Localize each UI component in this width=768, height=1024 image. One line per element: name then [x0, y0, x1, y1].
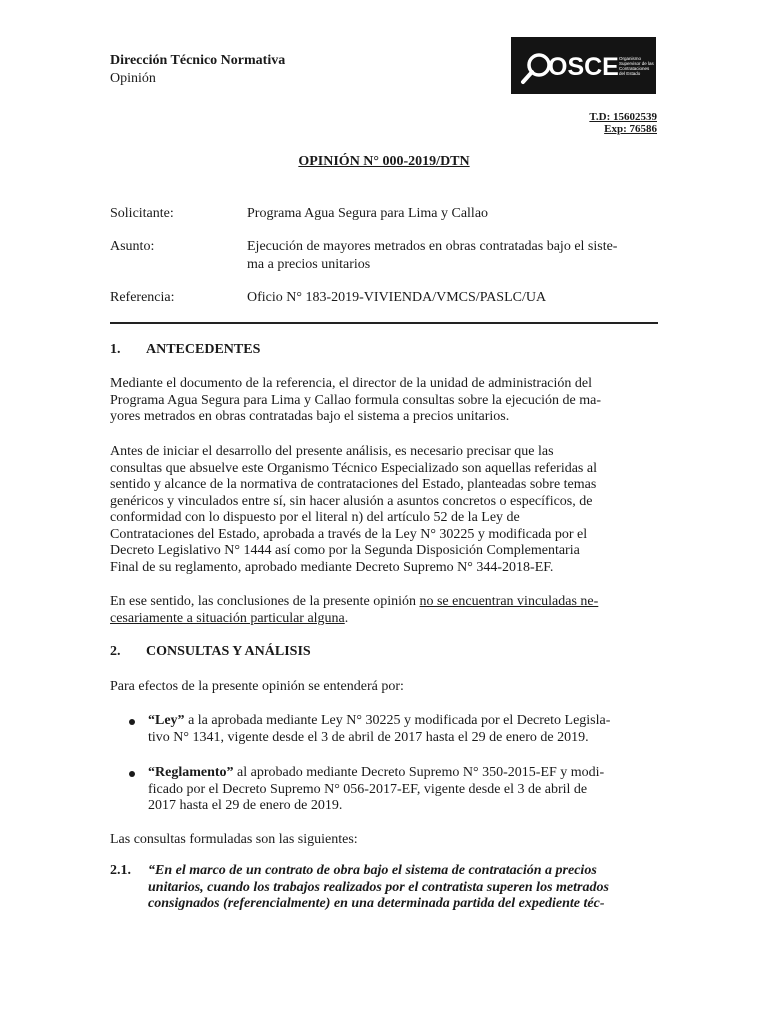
paragraph-line: Contrataciones del Estado, aprobada a través de la Ley N° 30225 y modificada por el — [110, 526, 588, 542]
paragraph — [110, 444, 658, 576]
department-name: Dirección Técnico Normativa — [110, 53, 286, 68]
asunto-line: ma a precios unitarios — [247, 257, 371, 272]
asunto-line: Ejecución de mayores metrados en obras contratadas bajo el siste- — [247, 239, 618, 254]
paragraph-line — [110, 594, 658, 611]
list-item-line — [148, 713, 658, 730]
paragraph-line: consultas que absuelve este Organismo Técnico Especializado son aquellas referidas al — [110, 460, 597, 476]
logo-wordmark: OSCE — [548, 53, 619, 81]
paragraph-line: Antes de iniciar el desarrollo del presente análisis, es necesario precisar que las — [110, 444, 554, 459]
list-item-text: al aprobado mediante Decreto Supremo N° 350-2015-EF y modi- — [233, 765, 605, 780]
section-title: ANTECEDENTES — [146, 342, 261, 357]
meta-referencia — [110, 289, 658, 307]
referencia-label: Referencia: — [110, 290, 175, 305]
meta-asunto — [110, 238, 658, 274]
logo-subtext-4: del Estado — [619, 71, 641, 76]
paragraph-line — [110, 611, 658, 628]
exp-number: Exp: 76586 — [604, 123, 657, 135]
question-line: consignados (referencialmente) en una determinada partida del expediente téc- — [148, 896, 605, 911]
underlined-text: cesariamente a situación particular alguna — [110, 610, 345, 626]
list-item — [148, 765, 658, 815]
paragraph-line: Para efectos de la presente opinión se entenderá por: — [110, 679, 404, 694]
bullet-icon — [129, 771, 135, 777]
list-item-line: 2017 hasta el 29 de enero de 2019. — [148, 798, 343, 813]
paragraph — [110, 594, 658, 627]
paragraph-line: Final de su reglamento, aprobado mediante Decreto Supremo N° 344-2018-EF. — [110, 559, 554, 575]
plain-text: En ese sentido, las conclusiones de la presente opinión — [110, 594, 420, 609]
section-heading — [110, 342, 260, 358]
asunto-value — [247, 238, 658, 274]
list-item — [148, 713, 658, 746]
plain-text: . — [344, 610, 349, 626]
logo-subtext-1: Organismo — [619, 56, 642, 61]
document-type: Opinión — [110, 71, 156, 86]
paragraph-line: conformidad con lo dispuesto por el literal n) del artículo 52 de la Ley de — [110, 510, 520, 525]
question-line: “En el marco de un contrato de obra bajo el sistema de contratación a precios — [148, 863, 597, 878]
td-number: T.D: 15602539 — [589, 111, 657, 123]
logo-subtext-3: Contrataciones — [619, 66, 650, 71]
bullet-icon — [129, 719, 135, 725]
list-item-line: tivo N° 1341, vigente desde el 3 de abril de 2017 hasta el 29 de enero de 2019. — [148, 729, 589, 745]
paragraph-line: Programa Agua Segura para Lima y Callao formula consultas sobre la ejecución de ma- — [110, 392, 601, 408]
reference-numbers — [589, 111, 657, 135]
header-divider — [110, 322, 658, 324]
list-item-line — [148, 765, 658, 782]
paragraph-line: Las consultas formuladas son las siguientes: — [110, 832, 358, 847]
question-number: 2.1. — [110, 863, 131, 878]
underlined-text: no se encuentran vinculadas ne- — [419, 594, 599, 609]
section-number: 2. — [110, 644, 121, 659]
referencia-value: Oficio N° 183-2019-VIVIENDA/VMCS/PASLC/UA — [247, 290, 547, 305]
question-line: unitarios, cuando los trabajos realizados por el contratista superen los metrados — [148, 879, 609, 895]
list-item-text: a la aprobada mediante Ley N° 30225 y modificada por el Decreto Legisla- — [184, 713, 611, 728]
paragraph-line: Decreto Legislativo N° 1444 así como por la Segunda Disposición Complementaria — [110, 543, 580, 558]
solicitante-value: Programa Agua Segura para Lima y Callao — [247, 206, 489, 221]
section-title: CONSULTAS Y ANÁLISIS — [146, 644, 311, 659]
osce-logo — [511, 37, 656, 94]
term-bold: “Ley” — [148, 713, 185, 728]
solicitante-label: Solicitante: — [110, 206, 174, 221]
paragraph-line: Mediante el documento de la referencia, el director de la unidad de administración del — [110, 376, 593, 391]
asunto-label: Asunto: — [110, 239, 155, 254]
paragraph — [110, 376, 658, 426]
paragraph-line: yores metrados en obras contratadas bajo el sistema a precios unitarios. — [110, 409, 510, 424]
paragraph-line: genéricos y vinculados entre sí, sin hacer alusión a asuntos concretos o específicos, de — [110, 493, 593, 509]
section-number: 1. — [110, 342, 121, 357]
paragraph — [110, 832, 658, 849]
header-block — [110, 52, 285, 88]
question-text — [148, 863, 658, 913]
logo-subtext-2: Supervisor de las — [619, 61, 654, 66]
section-heading — [110, 644, 311, 660]
list-item-line: ficado por el Decreto Supremo N° 056-2017-EF, vigente desde el 3 de abril de — [148, 781, 588, 797]
meta-solicitante — [110, 205, 658, 223]
paragraph-line: sentido y alcance de la normativa de contrataciones del Estado, planteadas sobre temas — [110, 477, 597, 492]
term-bold: “Reglamento” — [148, 765, 234, 780]
document-title: OPINIÓN N° 000-2019/DTN — [298, 154, 470, 169]
paragraph — [110, 679, 658, 696]
